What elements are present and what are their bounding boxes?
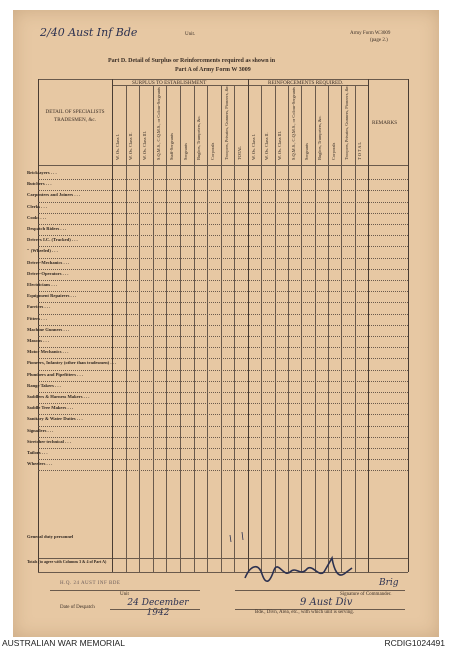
- column-divider: [221, 85, 222, 572]
- table-row-label: Tailors . . .: [27, 450, 48, 455]
- table-row-rule: [38, 213, 408, 214]
- table-row-label: Saddle Tree Makers . . .: [27, 405, 74, 411]
- reinforcement-column-header: Buglers, Trumpeters, &c.: [317, 115, 323, 160]
- table-row-rule: [38, 414, 408, 415]
- table-row-label: Sanitary & Water Duties . . .: [27, 416, 83, 422]
- table-row-label: Driver-Mechanics . . .: [27, 259, 70, 265]
- column-divider: [355, 85, 356, 572]
- column-divider: [234, 85, 235, 572]
- surplus-header: SURPLUS TO ESTABLISHMENT: [132, 80, 207, 86]
- surplus-column-header: W. Os. Class I.: [114, 133, 120, 160]
- table-row-label: Bricklayers . . .: [27, 170, 57, 175]
- surplus-column-header: Troopers, Privates, Gunners, Pioneers, &c.: [223, 84, 229, 160]
- division-handwritten: 9 Aust Div: [300, 597, 353, 608]
- table-row-rule: [38, 258, 408, 259]
- bde-label: Bde., Divn, Area, etc., with which unit is serving.: [255, 610, 355, 615]
- table-row-rule: [38, 336, 408, 337]
- table-row-label: Equipment Repairers . . .: [27, 293, 77, 299]
- column-divider: [153, 85, 154, 572]
- column-divider: [341, 85, 342, 572]
- detail-header: DETAIL OF SPECIALISTS TRADESMEN, &c.: [45, 109, 105, 123]
- table-row-label: Pioneers, Infantry (other than tradesmen) . . .: [27, 360, 117, 366]
- table-row-label: Masons . . .: [27, 338, 49, 343]
- column-divider: [315, 85, 316, 572]
- table-row-label: Signallers . . .: [27, 427, 54, 433]
- reinforcement-column-header: W. Os. Class I.: [250, 133, 256, 160]
- surplus-column-header: Sergeants: [182, 143, 188, 160]
- column-divider: [194, 85, 195, 572]
- signature-label: Signature of Commander.: [340, 592, 392, 597]
- reinforcement-column-header: Troopers, Privates, Gunners, Pioneers, &c.: [344, 84, 349, 160]
- general-duty-label: General duty personnel: [27, 534, 74, 539]
- table-row-label: Motor Mechanics . . .: [27, 349, 69, 355]
- column-divider: [139, 85, 140, 572]
- surplus-column-header: Corporals: [210, 142, 215, 160]
- table-row-label: Plumbers and Pipefitters . . .: [27, 371, 83, 377]
- table-row-rule: [38, 280, 408, 281]
- table-row-rule: [38, 291, 408, 292]
- table-row-rule: [38, 269, 408, 270]
- unit-stamp: H.Q. 24 AUST INF BDE: [60, 581, 121, 586]
- surplus-column-header: S.Q.M.S., C.Q.M.S., or Colour-Sergeants: [155, 87, 161, 160]
- brig-handwritten: Brig: [379, 578, 399, 588]
- date-handwritten: 24 December 1942: [127, 598, 189, 618]
- unit-label: Unit.: [185, 32, 196, 37]
- table-row-label: Fitters . . .: [27, 315, 47, 321]
- reinforcement-column-header: T O T A L: [357, 141, 363, 160]
- form-title-line2: Part A of Army Form W 3009: [175, 67, 251, 73]
- table-row-rule: [38, 347, 408, 348]
- table-row-label: Carpenters and Joiners . . .: [27, 192, 81, 198]
- column-divider: [207, 85, 208, 572]
- reinforcement-column-header: Corporals: [330, 142, 336, 160]
- table-row-label: Machine Gunners . . .: [27, 326, 70, 332]
- table-row-label: Despatch Riders . . .: [27, 226, 67, 231]
- table-row-label: Driver-Operators . . .: [27, 270, 69, 276]
- column-divider: [275, 85, 276, 572]
- table-row-rule: [38, 381, 408, 382]
- table-row-label: " (Wheeled) . . .: [27, 248, 58, 254]
- surplus-column-header: Staff-Sergeants: [169, 133, 175, 160]
- reinforcements-header: REINFORCEMENTS REQUIRED.: [268, 80, 344, 86]
- surplus-column-header: Buglers, Trumpeters, &c.: [196, 115, 202, 160]
- table-row-rule: [38, 392, 408, 393]
- table-row-label: Butchers . . .: [27, 181, 52, 187]
- table-row-rule: [38, 403, 408, 404]
- column-divider: [261, 85, 262, 572]
- table-row-label: Farriers . . .: [27, 304, 51, 310]
- surplus-column-header: W. Os. Class II.: [128, 132, 134, 160]
- table-row-label: Drivers I.C. (Tracked) . . .: [27, 237, 78, 243]
- reinforcement-column-header: W. Os. Class II.: [264, 132, 269, 160]
- reinforcement-column-header: W. Os. Class III.: [277, 130, 283, 160]
- table-row-rule: [38, 426, 408, 427]
- column-divider: [166, 85, 167, 572]
- archive-id: RCDIG1024491: [384, 638, 445, 648]
- table-row-rule: [38, 325, 408, 326]
- unit-footer-label: Unit: [120, 592, 129, 597]
- table-row-rule: [38, 437, 408, 438]
- column-divider: [180, 85, 181, 572]
- table-row-label: Saddlers & Harness Makers . . .: [27, 394, 90, 399]
- table-row-rule: [38, 224, 408, 225]
- surplus-column-header: W. Os. Class III.: [142, 130, 147, 160]
- table-row-rule: [38, 302, 408, 303]
- date-label: Date of Despatch: [60, 605, 95, 610]
- reinforcement-column-header: S.Q.M.S., C.Q.M.S., or Colour-Sergeants: [290, 87, 296, 160]
- table-row-label: Range Takers . . .: [27, 382, 61, 388]
- table-row-label: Electricians . . .: [27, 282, 58, 287]
- table-row-label: Clerks . . .: [27, 203, 47, 209]
- column-divider: [328, 85, 329, 572]
- column-divider: [288, 85, 289, 572]
- table-row-rule: [38, 202, 408, 203]
- surplus-column-header: TOTAL: [237, 146, 243, 160]
- commander-signature: [240, 548, 370, 588]
- table-row-label: Stretcher technical . . .: [27, 438, 71, 444]
- unit-handwritten: 2/40 Aust Inf Bde: [40, 26, 138, 39]
- table-row-label: Cooks . . .: [27, 214, 47, 220]
- column-divider: [126, 85, 127, 572]
- table-row-rule: [38, 448, 408, 449]
- table-row-rule: [38, 314, 408, 315]
- table-row-rule: [38, 179, 408, 180]
- table-row-rule: [38, 358, 408, 359]
- table-row-rule: [38, 470, 408, 471]
- archive-name: AUSTRALIAN WAR MEMORIAL: [2, 638, 125, 648]
- reinforcement-column-header: Sergeants: [304, 143, 309, 160]
- table-row-rule: [38, 246, 408, 247]
- form-title-line1: Part D. Detail of Surplus or Reinforcements required as shown in: [108, 58, 276, 64]
- remarks-header: REMARKS: [372, 120, 398, 126]
- table-row-label: Wheelers . . .: [27, 461, 53, 467]
- column-divider: [301, 85, 302, 572]
- page-number: (page 2.): [370, 38, 388, 43]
- table-row-rule: [38, 459, 408, 460]
- totals-label: Totals (to agree with Columns 3 & 4 of Part A): [27, 559, 107, 564]
- form-number: Army Form W.3009: [350, 31, 391, 36]
- table-row-rule: [38, 235, 408, 236]
- table-row-rule: [38, 370, 408, 371]
- table-row-rule: [38, 190, 408, 191]
